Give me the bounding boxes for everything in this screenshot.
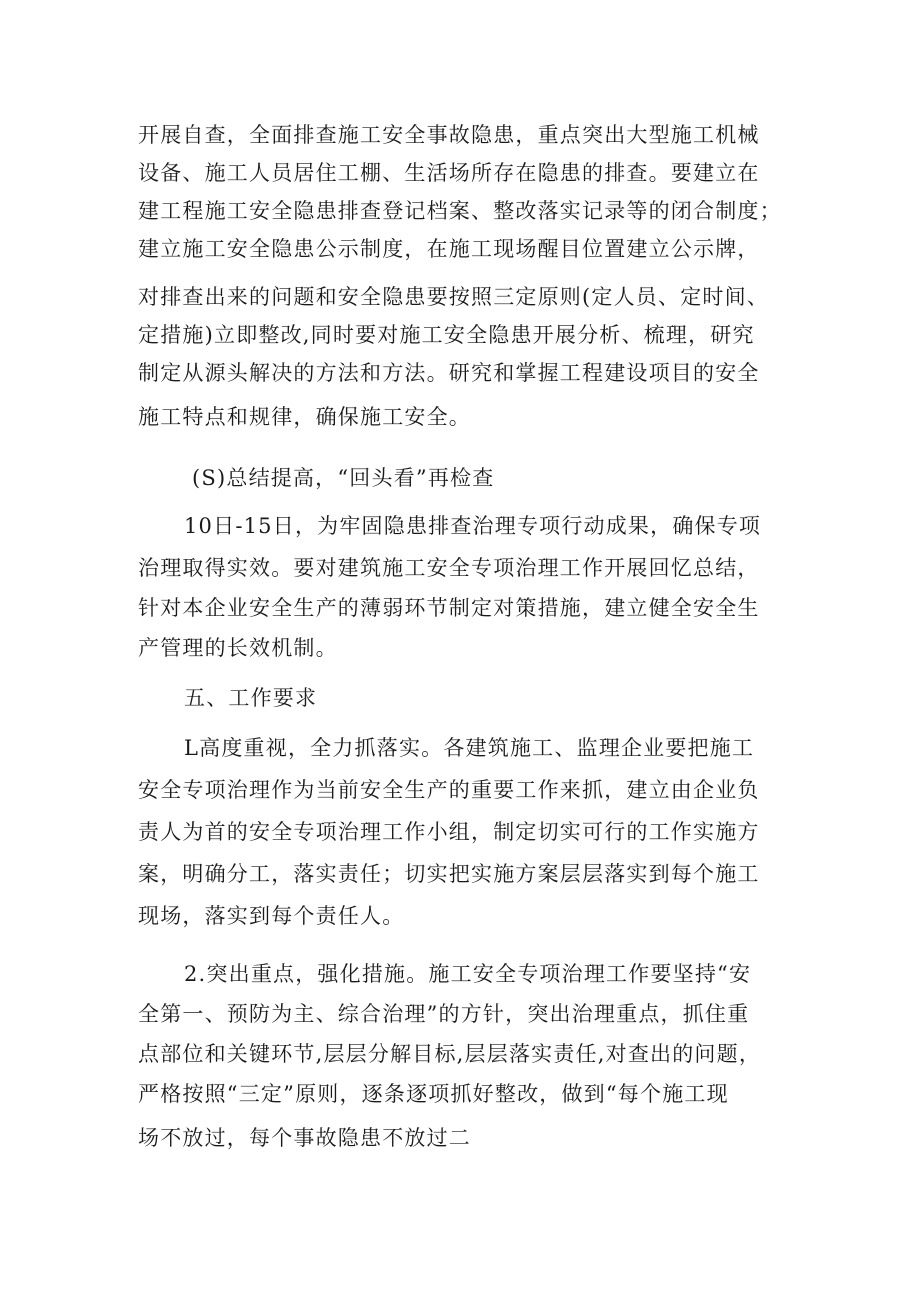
text-line: 对排查出来的问题和安全隐患要按照三定原则(定人员、定时间、 [138,285,769,309]
text-line: 全第一、预防为主、综合治理”的方针，突出治理重点，抓住重 [138,1002,750,1026]
text-line: 制定从源头解决的方法和方法。研究和掌握工程建设项目的安全 [138,361,760,385]
text-line: 责人为首的安全专项治理工作小组，制定切实可行的工作实施方 [138,820,760,844]
text-line: 现场，落实到每个责任人。 [138,904,405,928]
text-line: 治理取得实效。要对建筑施工安全专项治理工作开展回忆总结， [138,556,760,580]
text-line: 点部位和关键环节,层层分解目标,层层落实责任,对查出的问题， [138,1042,762,1066]
text-line: 定措施)立即整改,同时要对施工安全隐患开展分析、梳理，研究 [138,323,755,347]
text-line: 10日-15日，为牢固隐患排查治理专项行动成果，确保专项 [184,514,762,538]
text-line: 针对本企业安全生产的薄弱环节制定对策措施，建立健全安全生 [138,596,760,620]
text-line: 建工程施工安全隐患排查登记档案、整改落实记录等的闭合制度； [138,199,782,223]
text-line: 场不放过，每个事故隐患不放过二 [138,1126,471,1150]
text-line: 产管理的长效机制。 [138,636,338,660]
text-line: 2.突出重点，强化措施。施工安全专项治理工作要坚持“安 [184,962,752,986]
text-line: 严格按照“三定”原则，逐条逐项抓好整改，做到“每个施工现 [138,1082,729,1106]
text-line: L高度重视，全力抓落实。各建筑施工、监理企业要把施工 [184,736,755,760]
section-heading-requirements: 五、工作要求 [184,686,318,710]
text-line: 案，明确分工，落实责任；切实把实施方案层层落实到每个施工 [138,862,760,886]
text-line: 设备、施工人员居住工棚、生活场所存在隐患的排查。要建立在 [138,161,760,185]
text-line: 安全专项治理作为当前安全生产的重要工作来抓，建立由企业负 [138,778,760,802]
section-heading-summary: (S)总结提高，“回头看”再检查 [192,466,495,490]
text-line: 施工特点和规律，确保施工安全。 [138,405,471,429]
text-line: 建立施工安全隐患公示制度，在施工现场醒目位置建立公示牌， [138,237,760,261]
text-line: 开展自查，全面排查施工安全事故隐患，重点突出大型施工机械 [138,123,760,147]
